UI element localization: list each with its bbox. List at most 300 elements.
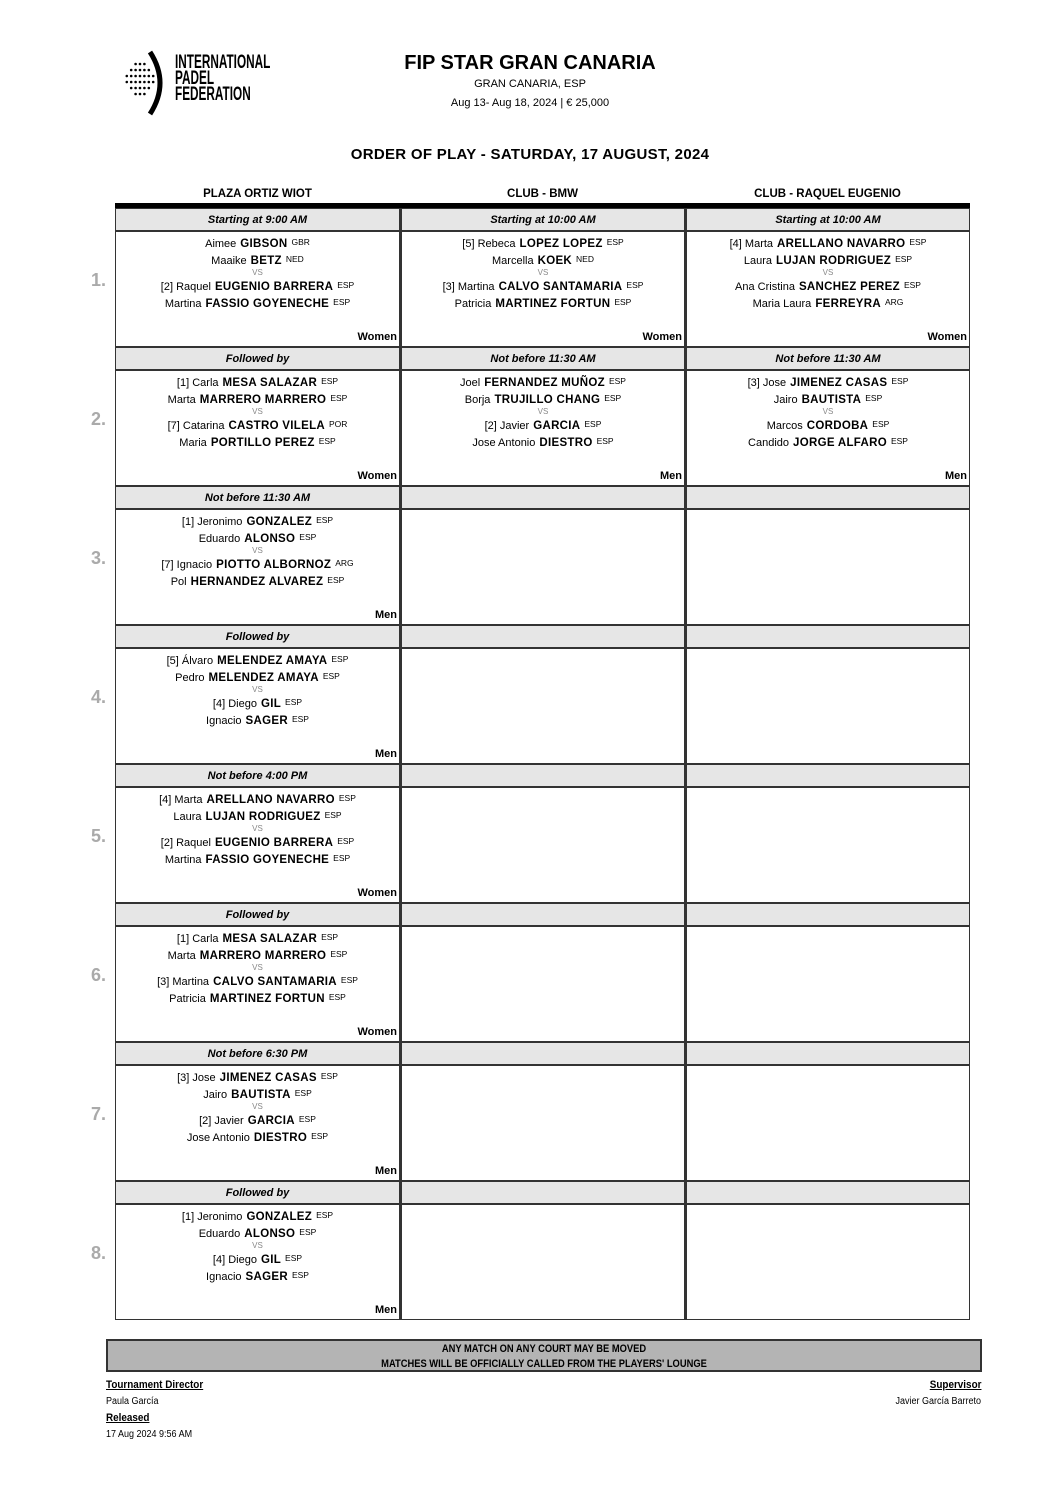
player-seed: [2] [484, 420, 497, 432]
player-country: ESP [865, 393, 883, 403]
player-seed: [7] [167, 420, 180, 432]
match-cell[interactable] [115, 347, 400, 486]
player-country: ESP [604, 393, 622, 403]
match-time [402, 903, 684, 927]
player-country: ESP [606, 237, 624, 247]
player-line [687, 419, 969, 432]
player-first-name: Aimee [205, 238, 237, 250]
match-body [687, 371, 969, 485]
player-last-name: FASSIO GOYENECHE [205, 854, 330, 866]
player-line [116, 949, 399, 962]
player-first-name: Pol [170, 576, 187, 588]
schedule-slot [91, 208, 970, 347]
match-time [687, 764, 969, 788]
player-country: ESP [895, 254, 913, 264]
player-first-name: Laura [173, 811, 202, 823]
player-seed: [1] [176, 377, 190, 389]
player-line [116, 932, 399, 945]
player-country: ESP [322, 671, 340, 681]
match-category: Men [375, 1165, 397, 1177]
match-cell[interactable] [115, 764, 400, 903]
player-seed: [1] [181, 516, 195, 528]
player-country: ESP [608, 376, 626, 386]
notice-banner [106, 1339, 982, 1372]
player-line [116, 297, 399, 310]
player-last-name: FASSIO GOYENECHE [205, 298, 330, 310]
player-first-name: Carla [192, 377, 219, 389]
match-time: Followed by [116, 347, 399, 371]
player-seed: [4] [729, 238, 742, 250]
player-country: NED [285, 254, 304, 264]
player-line [116, 376, 399, 389]
player-first-name: Jairo [203, 1089, 228, 1101]
player-line [116, 1131, 399, 1144]
player-seed: [3] [747, 377, 760, 389]
player-line [402, 376, 684, 389]
court-header: CLUB - RAQUEL EUGENIO [754, 188, 901, 200]
player-seed: [2] [160, 837, 174, 849]
vs-label: VS [252, 1102, 263, 1111]
released-label: Released [106, 1412, 150, 1424]
player-first-name: Rebeca [477, 238, 516, 250]
player-line [116, 532, 399, 545]
match-category: Women [357, 887, 397, 899]
player-first-name: Martina [164, 298, 202, 310]
player-last-name: PORTILLO PEREZ [210, 437, 315, 449]
match-time [687, 1042, 969, 1066]
player-first-name: Jairo [773, 394, 798, 406]
player-seed: [2] [160, 281, 174, 293]
player-seed: [4] [159, 794, 172, 806]
schedule-slot [91, 1042, 970, 1181]
player-first-name: Marta [167, 394, 196, 406]
player-country: GBR [291, 237, 310, 247]
player-line [687, 436, 969, 449]
player-country: ESP [330, 949, 348, 959]
notice-line: ANY MATCH ON ANY COURT MAY BE MOVED [441, 1343, 647, 1355]
player-line [116, 714, 399, 727]
player-first-name: Jose [762, 377, 787, 389]
player-last-name: HERNANDEZ ALVAREZ [190, 576, 324, 588]
player-line [402, 297, 684, 310]
player-country: POR [329, 419, 348, 429]
match-cell[interactable] [115, 208, 400, 347]
player-country: ESP [294, 1088, 312, 1098]
player-last-name: LOPEZ LOPEZ [519, 238, 603, 250]
match-category: Men [660, 470, 682, 482]
director-label: Tournament Director [106, 1379, 204, 1391]
player-line [116, 654, 399, 667]
player-last-name: SAGER [245, 1271, 288, 1283]
match-cell[interactable] [400, 347, 685, 486]
player-first-name: Jeronimo [197, 516, 243, 528]
match-cell [400, 1181, 685, 1320]
player-first-name: Diego [228, 698, 257, 710]
player-first-name: Jose Antonio [472, 437, 536, 449]
match-time [402, 764, 684, 788]
match-body [116, 510, 399, 624]
player-last-name: CALVO SANTAMARIA [498, 281, 623, 293]
released-time: 17 Aug 2024 9:56 AM [106, 1429, 193, 1440]
player-line [402, 254, 684, 267]
player-seed: [3] [442, 281, 455, 293]
player-last-name: GARCIA [533, 420, 581, 432]
match-time [402, 486, 684, 510]
player-first-name: Martina [164, 854, 202, 866]
match-cell [685, 1042, 970, 1181]
player-first-name: Marta [744, 238, 774, 250]
match-body [402, 649, 684, 763]
player-country: ESP [328, 992, 346, 1002]
player-seed: [4] [212, 1254, 226, 1266]
match-cell[interactable] [115, 1042, 400, 1181]
vs-label: VS [252, 546, 263, 555]
player-country: ESP [909, 237, 927, 247]
player-last-name: MESA SALAZAR [222, 933, 318, 945]
player-first-name: Patricia [454, 298, 492, 310]
player-last-name: JIMENEZ CASAS [790, 377, 888, 389]
player-country: ESP [316, 515, 334, 525]
player-country: ESP [340, 975, 358, 985]
player-line [116, 1227, 399, 1240]
player-country: ARG [884, 297, 904, 307]
match-cell[interactable] [115, 486, 400, 625]
match-time: Starting at 10:00 AM [687, 208, 969, 232]
match-body [116, 649, 399, 763]
match-time: Not before 11:30 AM [116, 486, 399, 510]
player-line [116, 237, 399, 250]
player-line [687, 254, 969, 267]
match-cell [400, 903, 685, 1042]
player-seed: [5] [462, 238, 475, 250]
match-body [402, 371, 684, 485]
tournament-title: FIP STAR GRAN CANARIA [404, 52, 656, 74]
player-line [116, 254, 399, 267]
player-last-name: ALONSO [244, 533, 296, 545]
player-line [116, 992, 399, 1005]
player-country: ESP [324, 810, 342, 820]
player-last-name: BETZ [250, 255, 282, 267]
player-first-name: Marcos [766, 420, 803, 432]
player-country: ESP [614, 297, 632, 307]
player-country: ESP [299, 532, 317, 542]
player-seed: [5] [166, 655, 179, 667]
player-last-name: DIESTRO [253, 1132, 308, 1144]
match-cell[interactable] [400, 208, 685, 347]
slot-number: 2. [91, 409, 107, 429]
director-name: Paula García [106, 1396, 159, 1407]
player-line [687, 280, 969, 293]
player-seed: [1] [176, 933, 190, 945]
match-body [116, 1205, 399, 1319]
player-last-name: BAUTISTA [231, 1089, 291, 1101]
match-cell [685, 625, 970, 764]
player-country: ESP [285, 697, 303, 707]
player-seed: [1] [181, 1211, 195, 1223]
player-last-name: LUJAN RODRIGUEZ [205, 811, 321, 823]
match-cell [685, 903, 970, 1042]
slot-number: 1. [91, 270, 107, 290]
match-body [687, 232, 969, 346]
player-last-name: ARELLANO NAVARRO [206, 794, 335, 806]
player-line [116, 393, 399, 406]
match-cell[interactable] [685, 208, 970, 347]
slot-number: 4. [91, 687, 107, 707]
player-last-name: CORDOBA [806, 420, 869, 432]
schedule-slot [91, 764, 970, 903]
player-country: ARG [335, 558, 354, 568]
player-line [116, 810, 399, 823]
player-last-name: DIESTRO [539, 437, 593, 449]
schedule-slot [91, 486, 970, 625]
player-last-name: BAUTISTA [801, 394, 862, 406]
player-country: ESP [338, 793, 356, 803]
player-seed: [7] [161, 559, 174, 571]
vs-label: VS [252, 407, 263, 416]
player-last-name: MELENDEZ AMAYA [217, 655, 328, 667]
vs-label: VS [252, 824, 263, 833]
schedule-slot [91, 1181, 970, 1320]
player-country: ESP [872, 419, 890, 429]
player-last-name: MARRERO MARRERO [199, 950, 327, 962]
player-line [116, 1270, 399, 1283]
vs-label: VS [252, 268, 263, 277]
player-first-name: Laura [743, 255, 773, 267]
vs-label: VS [252, 685, 263, 694]
schedule-slot [91, 903, 970, 1042]
player-last-name: MARTINEZ FORTUN [495, 298, 611, 310]
player-country: ESP [291, 714, 309, 724]
player-last-name: PIOTTO ALBORNOZ [216, 559, 332, 571]
player-first-name: Martina [172, 976, 210, 988]
player-country: ESP [890, 436, 908, 446]
player-first-name: Eduardo [198, 1228, 241, 1240]
player-line [116, 419, 399, 432]
match-time [687, 903, 969, 927]
match-body [402, 510, 684, 624]
player-first-name: Pedro [175, 672, 205, 684]
player-country: ESP [311, 1131, 329, 1141]
match-time: Starting at 9:00 AM [116, 208, 399, 232]
player-last-name: SAGER [245, 715, 288, 727]
match-cell [685, 486, 970, 625]
match-category: Women [642, 331, 682, 343]
player-line [402, 280, 684, 293]
player-country: ESP [316, 1210, 334, 1220]
match-body [116, 371, 399, 485]
player-first-name: Marta [174, 794, 203, 806]
player-first-name: Javier [214, 1115, 244, 1127]
player-last-name: ALONSO [244, 1228, 296, 1240]
player-first-name: Javier [499, 420, 530, 432]
player-country: ESP [596, 436, 614, 446]
player-country: ESP [333, 853, 351, 863]
player-last-name: GARCIA [247, 1115, 295, 1127]
player-first-name: Raquel [176, 837, 211, 849]
tournament-location: GRAN CANARIA, ESP [474, 78, 586, 90]
player-first-name: Ignacio [206, 1271, 242, 1283]
player-last-name: LUJAN RODRIGUEZ [776, 255, 892, 267]
player-last-name: SANCHEZ PEREZ [798, 281, 900, 293]
player-line [687, 393, 969, 406]
player-first-name: Carla [192, 933, 219, 945]
player-last-name: GIL [260, 1254, 282, 1266]
player-line [116, 975, 399, 988]
vs-label: VS [822, 407, 834, 416]
player-last-name: MELENDEZ AMAYA [208, 672, 319, 684]
match-time [687, 625, 969, 649]
player-last-name: GONZALEZ [246, 516, 313, 528]
player-country: ESP [318, 436, 336, 446]
match-cell [685, 1181, 970, 1320]
match-time: Not before 4:00 PM [116, 764, 399, 788]
player-last-name: EUGENIO BARRERA [214, 281, 334, 293]
match-category: Men [375, 609, 397, 621]
match-body [687, 1205, 969, 1319]
player-first-name: Martina [457, 281, 495, 293]
player-line [116, 1088, 399, 1101]
court-header: PLAZA ORTIZ WIOT [203, 188, 312, 200]
vs-label: VS [252, 963, 263, 972]
match-cell[interactable] [115, 625, 400, 764]
player-line [402, 237, 684, 250]
match-time: Followed by [116, 903, 399, 927]
player-first-name: Jose Antonio [186, 1132, 250, 1144]
vs-label: VS [537, 407, 549, 416]
player-line [116, 1253, 399, 1266]
player-first-name: Ignacio [206, 715, 242, 727]
match-body [402, 232, 684, 346]
order-of-play-title: ORDER OF PLAY - SATURDAY, 17 AUGUST, 2024 [350, 146, 710, 163]
player-country: ESP [337, 280, 355, 290]
player-country: ESP [327, 575, 345, 585]
player-line [116, 558, 399, 571]
tournament-dates: Aug 13- Aug 18, 2024 | € 25,000 [450, 97, 610, 109]
match-cell[interactable] [115, 903, 400, 1042]
notice-line: MATCHES WILL BE OFFICIALLY CALLED FROM THE PLAYERS' LOUNGE [381, 1358, 707, 1370]
match-time: Not before 11:30 AM [687, 347, 969, 371]
vs-label: VS [822, 268, 834, 277]
player-last-name: TRUJILLO CHANG [494, 394, 601, 406]
player-first-name: Raquel [176, 281, 211, 293]
match-category: Women [927, 331, 967, 343]
player-first-name: Eduardo [198, 533, 241, 545]
player-line [687, 376, 969, 389]
match-body [402, 1205, 684, 1319]
match-cell [400, 1042, 685, 1181]
player-line [116, 280, 399, 293]
match-time: Not before 6:30 PM [116, 1042, 399, 1066]
player-line [116, 836, 399, 849]
match-body [116, 1066, 399, 1180]
player-country: ESP [298, 1114, 316, 1124]
match-body [687, 649, 969, 763]
match-cell [400, 764, 685, 903]
player-first-name: Joel [460, 377, 481, 389]
match-time [402, 625, 684, 649]
slot-number: 3. [91, 548, 107, 568]
match-time [687, 486, 969, 510]
player-first-name: Diego [228, 1254, 257, 1266]
player-line [116, 1114, 399, 1127]
match-category: Men [375, 1304, 397, 1316]
padel-ball-icon [118, 50, 173, 116]
supervisor-name: Javier García Barreto [895, 1396, 981, 1407]
player-country: ESP [291, 1270, 309, 1280]
match-category: Men [945, 470, 967, 482]
match-cell[interactable] [685, 347, 970, 486]
player-first-name: Ignacio [176, 559, 213, 571]
player-last-name: ARELLANO NAVARRO [777, 238, 906, 250]
match-time: Starting at 10:00 AM [402, 208, 684, 232]
player-seed: [4] [212, 698, 226, 710]
player-last-name: GIBSON [240, 238, 288, 250]
vs-label: VS [252, 1241, 263, 1250]
player-last-name: JORGE ALFARO [793, 437, 887, 449]
vs-label: VS [537, 268, 549, 277]
player-first-name: Marcella [492, 255, 534, 267]
player-seed: [3] [157, 976, 170, 988]
slot-number: 7. [91, 1104, 107, 1124]
match-category: Men [375, 748, 397, 760]
schedule-grid [91, 208, 970, 1320]
slot-number: 5. [91, 826, 107, 846]
match-body [687, 1066, 969, 1180]
player-country: ESP [903, 280, 921, 290]
player-line [116, 1071, 399, 1084]
player-country: ESP [299, 1227, 317, 1237]
player-line [116, 575, 399, 588]
player-country: ESP [333, 297, 351, 307]
player-first-name: Jeronimo [197, 1211, 243, 1223]
match-category: Women [357, 1026, 397, 1038]
player-seed: [2] [199, 1115, 212, 1127]
player-seed: [3] [177, 1072, 190, 1084]
fip-logo: INTERNATIONAL PADEL FEDERATION [118, 50, 288, 116]
player-first-name: Borja [464, 394, 491, 406]
supervisor-label: Supervisor [929, 1379, 981, 1391]
match-body [402, 788, 684, 902]
player-country: ESP [584, 419, 602, 429]
player-line [687, 297, 969, 310]
match-body [116, 232, 399, 346]
player-country: NED [576, 254, 594, 264]
match-body [687, 510, 969, 624]
player-line [116, 1210, 399, 1223]
player-last-name: MARTINEZ FORTUN [209, 993, 325, 1005]
player-last-name: FERNANDEZ MUÑOZ [484, 377, 605, 389]
schedule-slot [91, 347, 970, 486]
player-line [116, 671, 399, 684]
player-last-name: CASTRO VILELA [228, 420, 325, 432]
match-body [687, 927, 969, 1041]
player-country: ESP [331, 654, 349, 664]
player-last-name: MESA SALAZAR [222, 377, 318, 389]
match-category: Women [357, 470, 397, 482]
player-last-name: MARRERO MARRERO [199, 394, 327, 406]
player-first-name: Maria [179, 437, 207, 449]
slot-number: 6. [91, 965, 107, 985]
match-body [402, 1066, 684, 1180]
match-body [116, 927, 399, 1041]
match-category: Women [357, 331, 397, 343]
match-cell[interactable] [115, 1181, 400, 1320]
match-time [402, 1181, 684, 1205]
player-last-name: JIMENEZ CASAS [219, 1072, 317, 1084]
player-country: ESP [285, 1253, 303, 1263]
player-last-name: CALVO SANTAMARIA [213, 976, 337, 988]
player-first-name: Marta [167, 950, 196, 962]
